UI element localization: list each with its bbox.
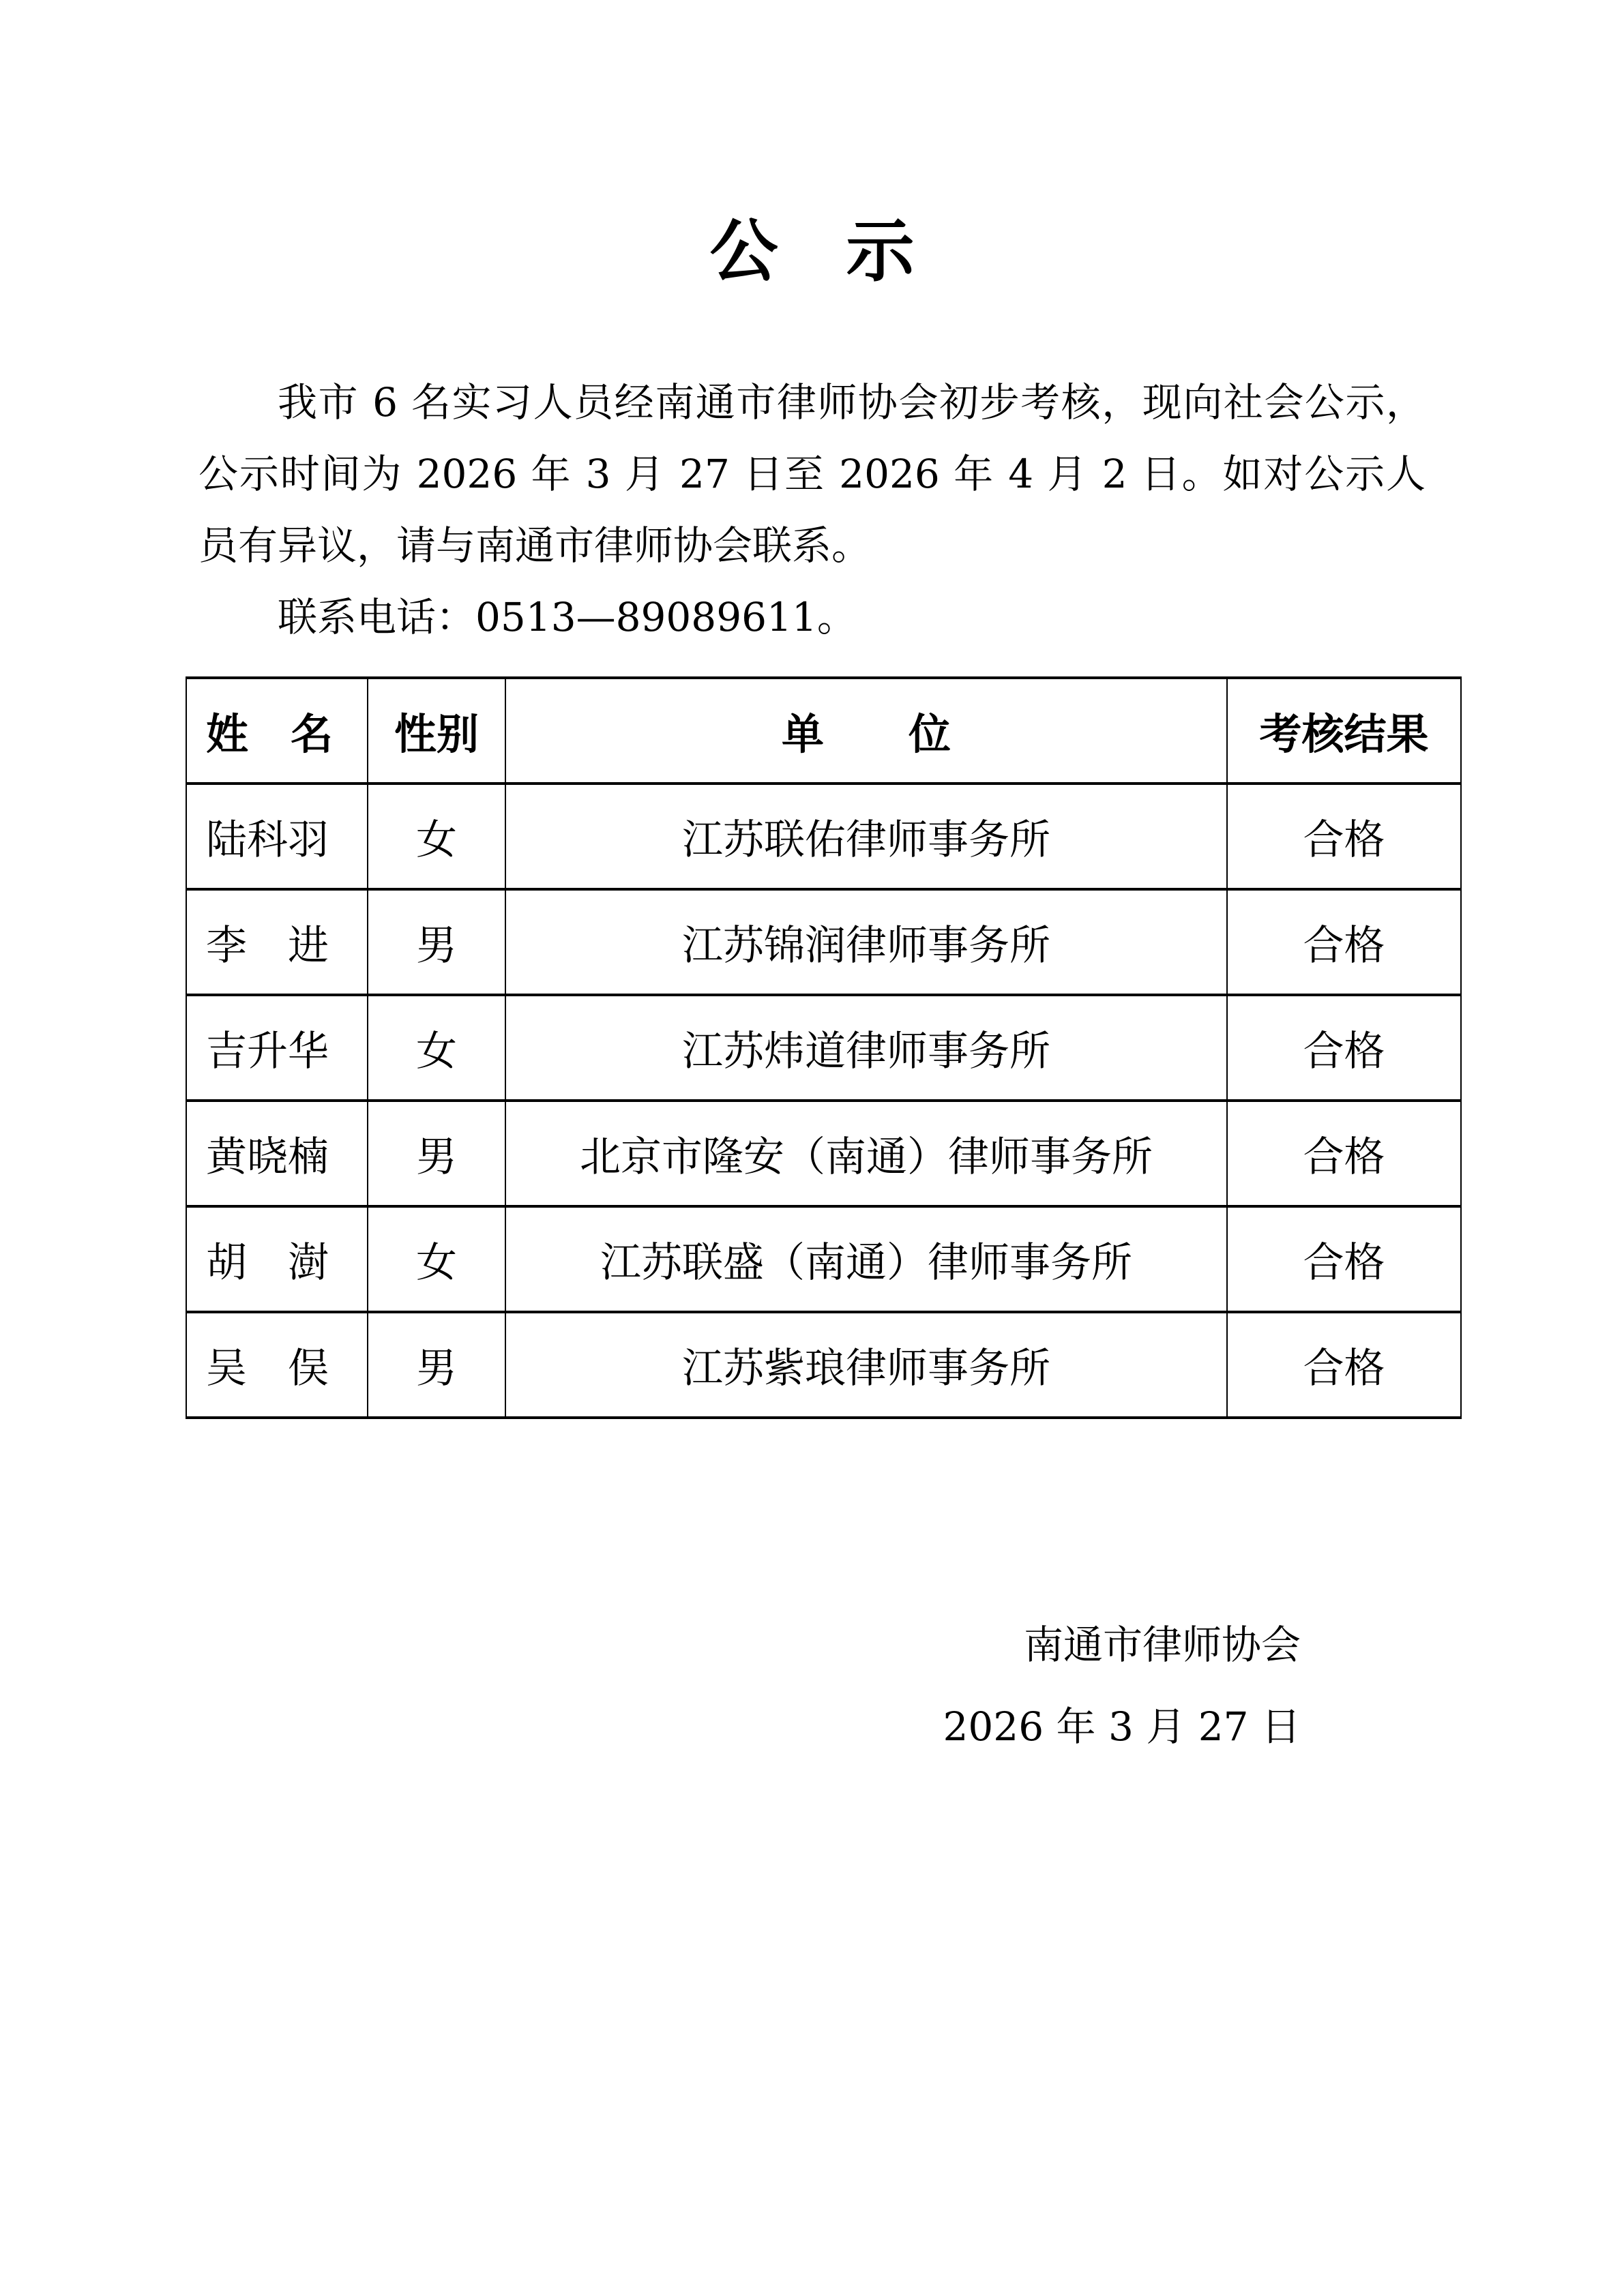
- cell-result: 合格: [1227, 1101, 1461, 1206]
- notice-paragraph-phone: 联系电话：0513—89089611。: [278, 594, 857, 640]
- signature-org: 南通市律师协会: [1023, 1622, 1301, 1668]
- cell-result: 合格: [1227, 889, 1461, 995]
- col-header-gender: 性别: [368, 678, 505, 784]
- cell-name: 陆科羽: [186, 784, 368, 889]
- table-row: [186, 784, 1461, 889]
- cell-result: 合格: [1227, 995, 1461, 1101]
- page-title: 公 示: [709, 211, 915, 291]
- signature-date: 2026 年 3 月 27 日: [943, 1703, 1301, 1750]
- cell-gender: 女: [368, 784, 505, 889]
- cell-result: 合格: [1227, 1312, 1461, 1418]
- col-header-firm: 单 位: [505, 678, 1227, 784]
- cell-firm: 江苏联盛（南通）律师事务所: [505, 1206, 1227, 1312]
- col-header-result: 考核结果: [1227, 678, 1461, 784]
- table-header-row: [186, 678, 1461, 784]
- cell-gender: 女: [368, 1206, 505, 1312]
- cell-gender: 女: [368, 995, 505, 1101]
- cell-name: 吴 俣: [186, 1312, 368, 1418]
- table-row: [186, 1312, 1461, 1418]
- signature-block: [0, 1609, 1624, 1763]
- assessment-result-table: [186, 676, 1462, 1419]
- cell-name: 胡 澍: [186, 1206, 368, 1312]
- cell-name: 李 进: [186, 889, 368, 995]
- notice-body: [198, 367, 1426, 653]
- cell-name: 吉升华: [186, 995, 368, 1101]
- table-row: [186, 1206, 1461, 1312]
- cell-gender: 男: [368, 889, 505, 995]
- cell-gender: 男: [368, 1312, 505, 1418]
- cell-firm: 江苏炜道律师事务所: [505, 995, 1227, 1101]
- notice-paragraph-main: 我市 6 名实习人员经南通市律师协会初步考核，现向社会公示，公示时间为 2026 年 3 月 27 日至 2026 年 4 月 2 日。如对公示人员有异议，请与南通市律师协会联系。: [198, 379, 1426, 569]
- cell-firm: 北京市隆安（南通）律师事务所: [505, 1101, 1227, 1206]
- cell-name: 黄晓楠: [186, 1101, 368, 1206]
- cell-firm: 江苏紫琅律师事务所: [505, 1312, 1227, 1418]
- cell-firm: 江苏联佑律师事务所: [505, 784, 1227, 889]
- cell-firm: 江苏锦润律师事务所: [505, 889, 1227, 995]
- table-row: [186, 995, 1461, 1101]
- cell-result: 合格: [1227, 1206, 1461, 1312]
- table-row: [186, 889, 1461, 995]
- table-row: [186, 1101, 1461, 1206]
- cell-gender: 男: [368, 1101, 505, 1206]
- cell-result: 合格: [1227, 784, 1461, 889]
- col-header-name: 姓 名: [186, 678, 368, 784]
